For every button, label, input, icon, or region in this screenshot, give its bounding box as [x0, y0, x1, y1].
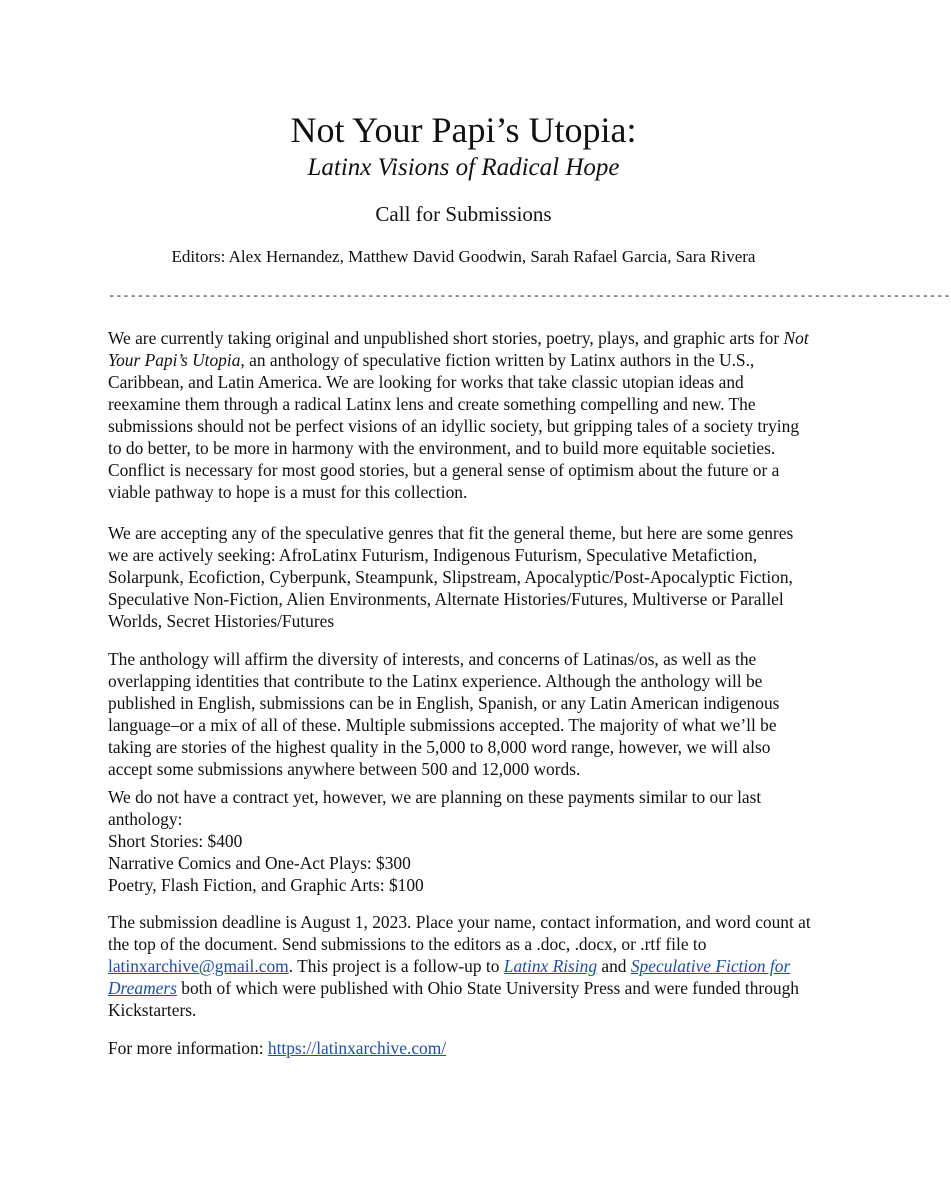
payment-line-poetry-flash: Poetry, Flash Fiction, and Graphic Arts: $100 [108, 875, 424, 895]
paragraph-intro [108, 327, 813, 503]
document-subtitle: Latinx Visions of Radical Hope [307, 154, 620, 181]
intro-lead: We are currently taking original and unpublished short stories, poetry, plays, and graphic arts for [108, 328, 784, 348]
deadline-end: both of which were published with Ohio State University Press and were funded through Kickstarters. [108, 978, 800, 1020]
speculative-fiction-for-dreamers-link[interactable]: Speculative Fiction for Dreamers [108, 956, 791, 998]
payment-line-short-stories: Short Stories: $400 [108, 831, 243, 851]
paragraph-payments [108, 786, 813, 896]
intro-rest: an anthology of speculative fiction written by Latinx authors in the U.S., Caribbean, and Latin America. We are looking for works that take classic utopian ideas and reexamine them through a radical Latinx lens and create something compelling and new. The submissions should not be perfect visions of an idyllic society, but gripping tales of a society trying to do better, to be more in harmony with the environment, and to build more equitable societies. Conflict is necessary for most good stories, but a general sense of optimism about the future or a viable pathway to hope is a must for this collection. [108, 350, 800, 502]
deadline-mid: . This project is a follow-up to [288, 956, 504, 976]
latinx-rising-link[interactable]: Latinx Rising [503, 956, 598, 976]
email-link[interactable]: latinxarchive@gmail.com [108, 956, 289, 976]
payments-intro: We do not have a contract yet, however, we are planning on these payments similar to our last anthology: [108, 787, 762, 829]
paragraph-deadline [108, 911, 813, 1021]
deadline-and: and [597, 956, 631, 976]
paragraph-genres: We are accepting any of the speculative genres that fit the general theme, but here are some genres we are actively seeking: AfroLatinx Futurism, Indigenous Futurism, Speculative Metafiction, Solarpunk, Ecofiction, Cyberpunk, Steampunk, Slipstream, Apocalyptic/Post-Apocalyptic Fiction, Speculative Non-Fiction, Alien Environments, Alternate Histories/Futures, Multiverse or Parallel Worlds, Secret Histories/Futures [108, 523, 794, 631]
deadline-lead: The submission deadline is August 1, 2023. Place your name, contact information, and word count at the top of the document. Send submissions to the editors as a .doc, .docx, or .rtf file to [108, 912, 811, 954]
payment-line-comics-plays: Narrative Comics and One-Act Plays: $300 [108, 853, 411, 873]
divider-line: --------------------------------------------------------------------------------------------------------------------- [108, 289, 951, 303]
call-heading: Call for Submissions [375, 202, 552, 226]
anthology-title: Not Your Papi’s Utopia, [108, 328, 809, 370]
more-info-line [108, 1037, 813, 1059]
paragraph-diversity: The anthology will affirm the diversity of interests, and concerns of Latinas/os, as well as the overlapping identities that contribute to the Latinx experience. Although the anthology will be published in English, submissions can be in English, Spanish, or any Latin American indigenous language–or a mix of all of these. Multiple submissions accepted. The majority of what we’ll be taking are stories of the highest quality in the 5,000 to 8,000 word range, however, we will also accept some submissions anywhere between 500 and 12,000 words. [108, 649, 780, 779]
editors-line: Editors: Alex Hernandez, Matthew David Goodwin, Sarah Rafael Garcia, Sara Rivera [171, 247, 756, 266]
more-info-label: For more information: [108, 1038, 268, 1058]
website-link[interactable]: https://latinxarchive.com/ [267, 1038, 447, 1058]
document-title: Not Your Papi’s Utopia: [290, 110, 637, 150]
